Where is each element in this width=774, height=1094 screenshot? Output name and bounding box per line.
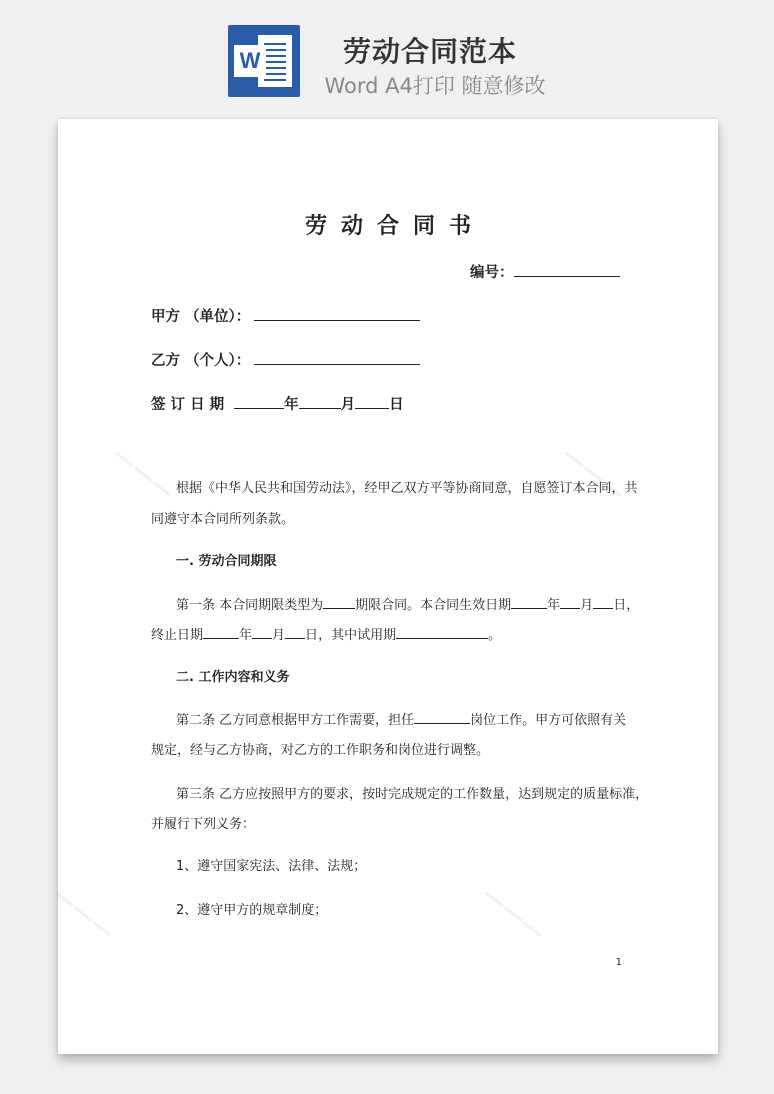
intro-line-2: 同遵守本合同所列条款。 (151, 512, 295, 527)
position-blank[interactable] (414, 722, 470, 724)
article-1-line-2 (151, 626, 501, 646)
intro-line-1: 根据《中华人民共和国劳动法》，经甲乙双方平等协商同意，自愿签订本合同，共 (176, 481, 638, 496)
sign-date-row (151, 393, 404, 414)
art1-end: 。 (488, 628, 502, 643)
banner-title: 劳动合同范本 (342, 35, 517, 68)
party-a-label: 甲方 （单位）： (151, 309, 251, 325)
word-icon (228, 25, 300, 97)
effective-month-label: 月 (580, 598, 594, 613)
probation-blank[interactable] (396, 637, 488, 639)
effective-day-blank[interactable] (593, 607, 613, 609)
sign-day-blank[interactable] (355, 407, 389, 409)
sign-month-blank[interactable] (299, 407, 341, 409)
watermark: ——— (107, 439, 181, 507)
section-1-heading: 一. 劳动合同期限 (176, 554, 277, 569)
article-3-line-2: 并履行下列义务： (151, 817, 256, 832)
end-year-blank[interactable] (203, 637, 239, 639)
serial-number-row (470, 261, 620, 282)
watermark: ——— (477, 879, 551, 947)
document-title: 劳动合同书 (304, 214, 485, 239)
party-b-row (151, 349, 420, 370)
banner (0, 0, 774, 118)
contract-type-blank[interactable] (323, 607, 355, 609)
sign-year-blank[interactable] (234, 407, 284, 409)
end-day-label: 日 (305, 628, 319, 643)
article-3-line-1: 第三条 乙方应按照甲方的要求，按时完成规定的工作数量，达到规定的质量标准， (176, 787, 649, 802)
end-day-blank[interactable] (285, 637, 305, 639)
effective-year-blank[interactable] (511, 607, 547, 609)
watermark: ——— (557, 439, 631, 507)
party-b-label: 乙方 （个人）： (151, 353, 251, 369)
end-year-label: 年 (239, 628, 253, 643)
article-1-line-1: 第一条 本合同期限类型为 期限合同。本合同生效日期 年 月 日， (176, 598, 640, 613)
section-2-heading: 二. 工作内容和义务 (176, 670, 290, 685)
sign-month-label: 月 (340, 397, 356, 413)
party-a-blank[interactable] (254, 319, 420, 321)
banner-subtitle: Word A4打印 随意修改 (324, 74, 546, 98)
party-a-row (151, 305, 420, 326)
watermark: ——— (47, 879, 121, 947)
effective-year-label: 年 (547, 598, 561, 613)
document-page (47, 119, 718, 1054)
article-2-line-2: 规定，经与乙方协商，对乙方的工作职务和岗位进行调整。 (151, 743, 490, 758)
sign-date-label: 签 订 日 期 (151, 397, 225, 413)
duty-item-1: 1、遵守国家宪法、法律、法规； (176, 859, 367, 874)
article-2-line-1 (176, 711, 626, 731)
art2-text-b: 岗位工作。甲方可依照有关 (470, 713, 627, 728)
serial-blank[interactable] (514, 275, 620, 277)
sign-day-label: 日 (389, 397, 404, 413)
sign-year-label: 年 (284, 397, 299, 413)
end-month-label: 月 (272, 628, 286, 643)
serial-label: 编号： (470, 265, 514, 281)
word-icon-letter: W (234, 45, 266, 77)
page-number: 1 (615, 957, 622, 968)
art1-text-a: 第一条 本合同期限类型为 (176, 598, 324, 613)
art2-text-a: 第二条 乙方同意根据甲方工作需要，担任 (176, 713, 415, 728)
end-month-blank[interactable] (252, 637, 272, 639)
duty-item-2: 2、遵守甲方的规章制度； (176, 903, 328, 918)
effective-month-blank[interactable] (560, 607, 580, 609)
art1-text-d: ，其中试用期 (318, 628, 397, 643)
art1-text-b: 期限合同。本合同生效日期 (355, 598, 512, 613)
party-b-blank[interactable] (254, 363, 420, 365)
art1-text-c: 终止日期 (151, 628, 204, 643)
effective-day-label: 日 (613, 598, 627, 613)
